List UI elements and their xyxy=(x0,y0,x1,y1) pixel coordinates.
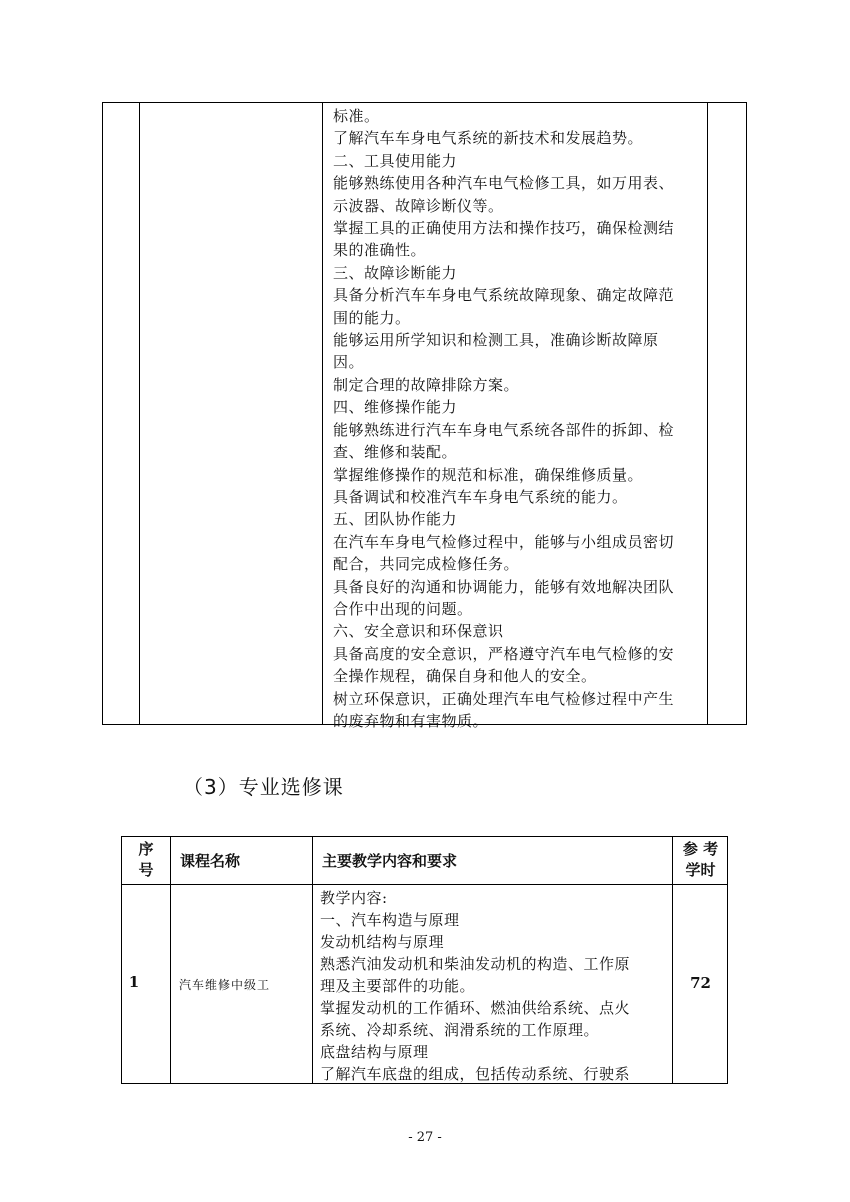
text-line: 合作中出现的问题。 xyxy=(333,599,473,618)
elective-course-table xyxy=(121,836,728,1084)
text-line: 具备调试和校准汽车车身电气系统的能力。 xyxy=(333,487,628,506)
table-divider xyxy=(322,103,323,724)
continued-course-table xyxy=(102,102,747,730)
table-divider xyxy=(170,837,171,1083)
text-line: 二、工具使用能力 xyxy=(333,151,458,170)
text-line: 围的能力。 xyxy=(333,308,411,327)
text-line: 四、维修操作能力 xyxy=(333,398,458,417)
text-line: 查、维修和装配。 xyxy=(333,443,458,462)
requirements-cell xyxy=(333,105,703,732)
text-line: 掌握维修操作的规范和标准，确保维修质量。 xyxy=(333,465,644,484)
text-line: 一、汽车构造与原理 xyxy=(320,911,460,929)
header-hours-line1: 参 考 xyxy=(682,840,719,858)
text-line: 能够运用所学知识和检测工具，准确诊断故障原 xyxy=(333,331,659,350)
table-divider xyxy=(707,103,708,724)
row-content-cell xyxy=(320,887,670,1085)
text-line: 六、安全意识和环保意识 xyxy=(333,622,504,641)
text-line: 能够熟练进行汽车车身电气系统各部件的拆卸、检 xyxy=(333,420,675,439)
text-line: 果的准确性。 xyxy=(333,241,427,260)
header-hours-line2: 学时 xyxy=(685,861,716,879)
text-line: 具备分析汽车车身电气系统故障现象、确定故障范 xyxy=(333,286,675,305)
text-line: 发动机结构与原理 xyxy=(320,933,445,951)
text-line: 配合，共同完成检修任务。 xyxy=(333,555,520,574)
text-line: 了解汽车底盘的组成，包括传动系统、行驶系 xyxy=(320,1065,631,1083)
header-seq-line1: 序 xyxy=(138,840,154,858)
text-line: 在汽车车身电气检修过程中，能够与小组成员密切 xyxy=(333,532,675,551)
header-course-name: 课程名称 xyxy=(180,852,241,870)
text-line: 底盘结构与原理 xyxy=(320,1043,429,1061)
row-seq: 1 xyxy=(128,973,140,991)
row-hours: 72 xyxy=(690,974,711,992)
row-course-name: 汽车维修中级工 xyxy=(179,978,271,992)
text-line: 教学内容: xyxy=(320,889,388,907)
text-line: 标准。 xyxy=(333,107,380,125)
header-hours xyxy=(672,839,729,881)
header-content: 主要教学内容和要求 xyxy=(322,852,458,870)
text-line: 掌握工具的正确使用方法和操作技巧，确保检测结 xyxy=(333,219,675,238)
header-seq-line2: 号 xyxy=(138,861,154,879)
text-line: 树立环保意识，正确处理汽车电气检修过程中产生 xyxy=(333,689,675,708)
header-seq xyxy=(122,839,170,881)
text-line: 全操作规程，确保自身和他人的安全。 xyxy=(333,667,597,686)
text-line: 系统、冷却系统、润滑系统的工作原理。 xyxy=(320,1021,600,1039)
table-divider xyxy=(312,837,313,1083)
text-line: 具备高度的安全意识，严格遵守汽车电气检修的安 xyxy=(333,644,675,663)
text-line: 具备良好的沟通和协调能力，能够有效地解决团队 xyxy=(333,577,675,596)
text-line: 五、团队协作能力 xyxy=(333,510,458,529)
text-line: 熟悉汽油发动机和柴油发动机的构造、工作原 xyxy=(320,955,631,973)
section-heading: （3）专业选修课 xyxy=(183,775,344,799)
text-line: 掌握发动机的工作循环、燃油供给系统、点火 xyxy=(320,999,631,1017)
header-divider xyxy=(122,884,727,885)
text-line: 能够熟练使用各种汽车电气检修工具，如万用表、 xyxy=(333,174,675,193)
text-line: 的废弃物和有害物质。 xyxy=(333,711,489,730)
page-number: - 27 - xyxy=(408,1130,442,1145)
text-line: 制定合理的故障排除方案。 xyxy=(333,375,520,394)
text-line: 三、故障诊断能力 xyxy=(333,263,458,282)
text-line: 理及主要部件的功能。 xyxy=(320,977,476,995)
text-line: 了解汽车车身电气系统的新技术和发展趋势。 xyxy=(333,129,644,148)
text-line: 示波器、故障诊断仪等。 xyxy=(333,196,504,215)
table-divider xyxy=(139,103,140,724)
text-line: 因。 xyxy=(333,353,365,372)
